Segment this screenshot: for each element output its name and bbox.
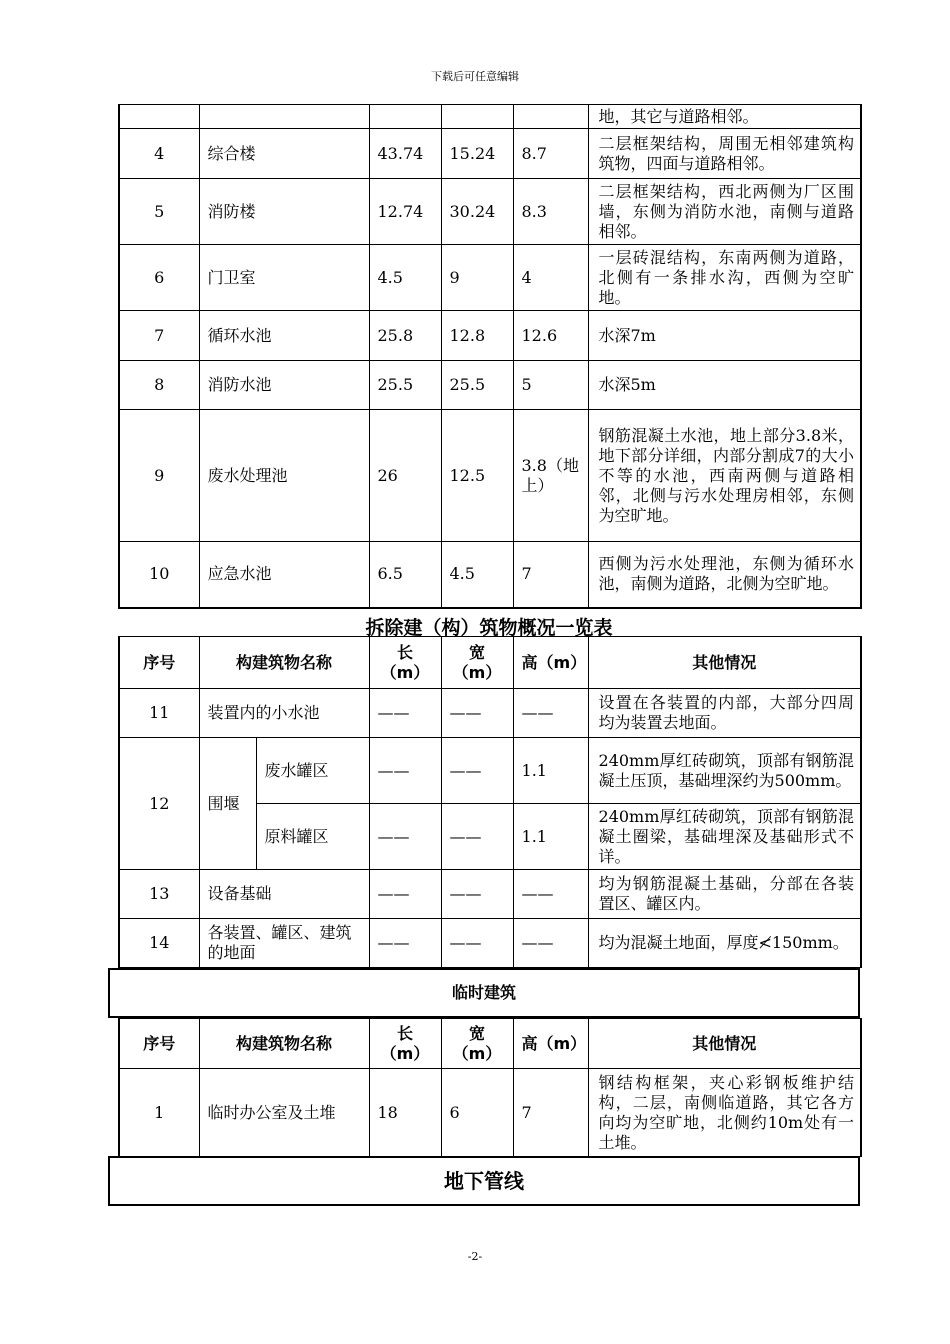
row-height: —— — [513, 689, 588, 738]
row-length — [369, 105, 441, 129]
row-number: 12 — [119, 738, 199, 870]
row-length: 4.5 — [369, 245, 441, 311]
demolition-table-caption: 拆除建（构）筑物概况一览表 — [365, 617, 613, 639]
header-width: 宽（m） — [441, 637, 513, 689]
row-number: 13 — [119, 870, 199, 919]
row-height: 8.7 — [513, 129, 588, 179]
row-length: 25.8 — [369, 311, 441, 361]
row-width: —— — [441, 689, 513, 738]
row-length: 6.5 — [369, 542, 441, 608]
table-header-row — [119, 1019, 861, 1069]
row-name: 应急水池 — [199, 542, 369, 608]
row-length: 18 — [369, 1069, 441, 1157]
row-height: 1.1 — [513, 804, 588, 870]
row-height — [513, 105, 588, 129]
underground-pipelines-title: 地下管线 — [108, 1156, 860, 1206]
row-notes: 二层框架结构，西北两侧为厂区围墙，东侧为消防水池，南侧与道路相邻。 — [588, 179, 861, 245]
row-name: 废水处理池 — [199, 410, 369, 542]
row-name — [199, 105, 369, 129]
row-height: 7 — [513, 542, 588, 608]
row-name: 废水罐区 — [256, 738, 369, 804]
row-name: 原料罐区 — [256, 804, 369, 870]
table-row — [119, 361, 861, 410]
row-notes: 西侧为污水处理池，东侧为循环水池，南侧为道路，北侧为空旷地。 — [588, 542, 861, 608]
row-width: 12.8 — [441, 311, 513, 361]
row-width: 30.24 — [441, 179, 513, 245]
row-width: —— — [441, 804, 513, 870]
table-row — [119, 179, 861, 245]
table-row — [119, 1069, 861, 1157]
row-height: 7 — [513, 1069, 588, 1157]
row-length: —— — [369, 689, 441, 738]
row-height: —— — [513, 919, 588, 968]
table-row — [119, 245, 861, 311]
header-no: 序号 — [119, 1019, 199, 1069]
row-height: 8.3 — [513, 179, 588, 245]
row-name: 门卫室 — [199, 245, 369, 311]
row-name: 装置内的小水池 — [199, 689, 369, 738]
row-height: 5 — [513, 361, 588, 410]
temporary-buildings-table — [118, 1018, 862, 1157]
row-name: 设备基础 — [199, 870, 369, 919]
row-number: 1 — [119, 1069, 199, 1157]
row-height: 1.1 — [513, 738, 588, 804]
buildings-table — [118, 104, 862, 609]
header-length: 长（m） — [369, 1019, 441, 1069]
header-length: 长（m） — [369, 637, 441, 689]
row-name: 循环水池 — [199, 311, 369, 361]
row-notes: 地，其它与道路相邻。 — [588, 105, 861, 129]
header-name: 构建筑物名称 — [199, 637, 369, 689]
header-name: 构建筑物名称 — [199, 1019, 369, 1069]
row-number: 7 — [119, 311, 199, 361]
page-number: -2- — [467, 1250, 483, 1263]
row-number: 14 — [119, 919, 199, 968]
row-length: 12.74 — [369, 179, 441, 245]
row-width: —— — [441, 738, 513, 804]
header-notes: 其他情况 — [588, 1019, 861, 1069]
header-height: 高（m） — [513, 637, 588, 689]
row-length: 26 — [369, 410, 441, 542]
row-number: 5 — [119, 179, 199, 245]
row-width: 12.5 — [441, 410, 513, 542]
row-length: 25.5 — [369, 361, 441, 410]
row-width: 6 — [441, 1069, 513, 1157]
table-header-row — [119, 637, 861, 689]
row-notes: 水深5m — [588, 361, 861, 410]
row-name: 消防水池 — [199, 361, 369, 410]
row-height: —— — [513, 870, 588, 919]
row-number: 10 — [119, 542, 199, 608]
table-row — [119, 129, 861, 179]
row-notes: 钢结构框架，夹心彩钢板维护结构，二层，南侧临道路，其它各方向均为空旷地，北侧约10m处有一土堆。 — [588, 1069, 861, 1157]
row-notes: 二层框架结构，周围无相邻建筑构筑物，四面与道路相邻。 — [588, 129, 861, 179]
row-number: 6 — [119, 245, 199, 311]
row-height: 3.8（地上） — [513, 410, 588, 542]
table-row — [119, 105, 861, 129]
row-width: 25.5 — [441, 361, 513, 410]
page-header: 下载后可任意编辑 — [431, 70, 519, 83]
row-width: 9 — [441, 245, 513, 311]
header-no: 序号 — [119, 637, 199, 689]
row-name: 各装置、罐区、建筑的地面 — [199, 919, 369, 968]
row-notes: 一层砖混结构，东南两侧为道路，北侧有一条排水沟，西侧为空旷地。 — [588, 245, 861, 311]
temporary-buildings-title: 临时建筑 — [108, 968, 860, 1018]
table-row — [119, 311, 861, 361]
row-width — [441, 105, 513, 129]
row-number: 4 — [119, 129, 199, 179]
row-notes: 240mm厚红砖砌筑，顶部有钢筋混凝土圈梁，基础埋深及基础形式不详。 — [588, 804, 861, 870]
row-name: 临时办公室及土堆 — [199, 1069, 369, 1157]
row-number: 8 — [119, 361, 199, 410]
demolition-table — [118, 636, 862, 968]
row-length: —— — [369, 919, 441, 968]
row-notes: 均为混凝土地面，厚度≮150mm。 — [588, 919, 861, 968]
row-group-name: 围堰 — [199, 738, 256, 870]
row-height: 12.6 — [513, 311, 588, 361]
header-notes: 其他情况 — [588, 637, 861, 689]
header-height: 高（m） — [513, 1019, 588, 1069]
header-width: 宽（m） — [441, 1019, 513, 1069]
row-width: —— — [441, 919, 513, 968]
table-row — [119, 738, 861, 804]
row-notes: 设置在各装置的内部，大部分四周均为装置去地面。 — [588, 689, 861, 738]
row-width: 4.5 — [441, 542, 513, 608]
row-length: —— — [369, 804, 441, 870]
row-number: 9 — [119, 410, 199, 542]
row-name: 消防楼 — [199, 179, 369, 245]
table-row — [119, 919, 861, 968]
table-row — [119, 870, 861, 919]
row-length: 43.74 — [369, 129, 441, 179]
row-length: —— — [369, 738, 441, 804]
row-notes: 钢筋混凝土水池，地上部分3.8米，地下部分详细，内部分割成7的大小不等的水池，西南两侧与道路相邻，北侧与污水处理房相邻，东侧为空旷地。 — [588, 410, 861, 542]
row-height: 4 — [513, 245, 588, 311]
table-row — [119, 410, 861, 542]
row-number — [119, 105, 199, 129]
row-notes: 均为钢筋混凝土基础，分部在各装置区、罐区内。 — [588, 870, 861, 919]
row-notes: 240mm厚红砖砌筑，顶部有钢筋混凝土压顶，基础埋深约为500mm。 — [588, 738, 861, 804]
row-length: —— — [369, 870, 441, 919]
table-row — [119, 689, 861, 738]
row-width: —— — [441, 870, 513, 919]
row-number: 11 — [119, 689, 199, 738]
row-name: 综合楼 — [199, 129, 369, 179]
row-width: 15.24 — [441, 129, 513, 179]
row-notes: 水深7m — [588, 311, 861, 361]
table-row — [119, 542, 861, 608]
